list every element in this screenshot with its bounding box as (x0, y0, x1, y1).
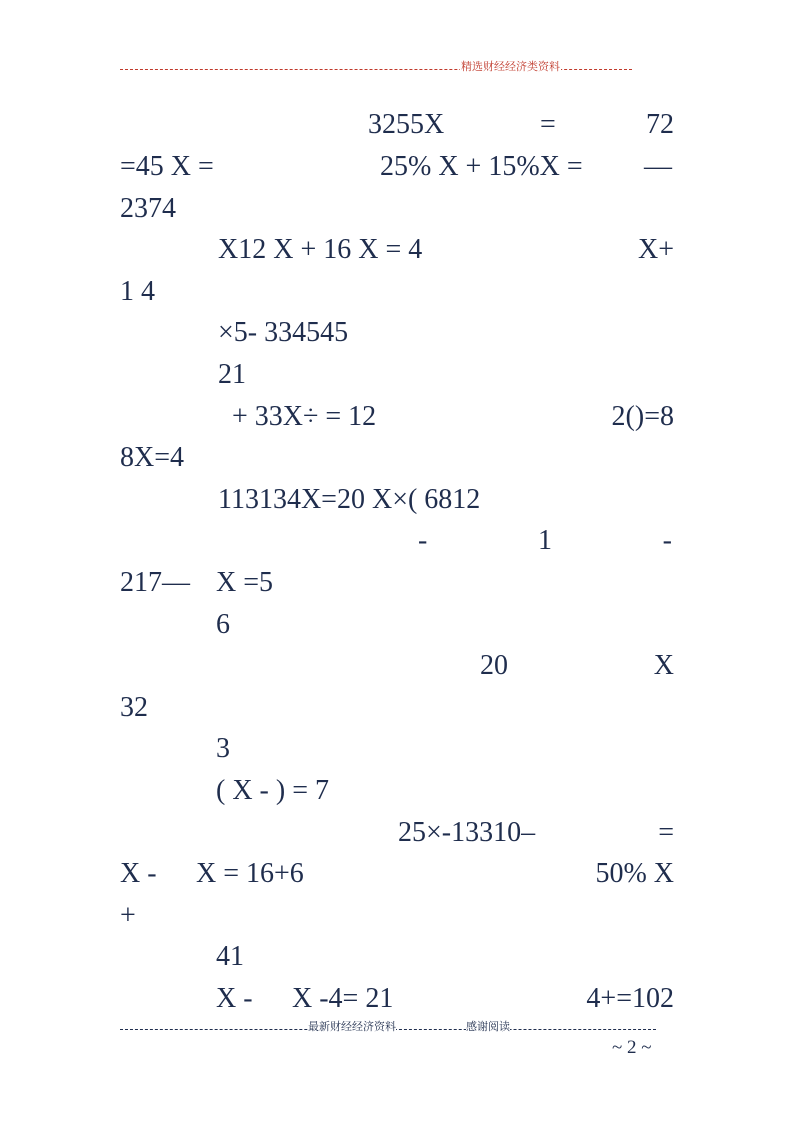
text-line: — (644, 151, 672, 182)
text-line: 4+=102 (586, 983, 674, 1014)
text-line: = (540, 109, 556, 140)
page-header (120, 60, 632, 74)
text-line: 2374 (120, 193, 176, 224)
text-line: 6 (216, 609, 230, 640)
text-line: 32 (120, 692, 148, 723)
text-line: 41 (216, 941, 244, 972)
text-line: 3255X (368, 109, 445, 140)
text-line: X - (120, 858, 157, 889)
text-line: X - (216, 983, 253, 1014)
text-line: 2()=8 (611, 401, 674, 432)
text-line: + 33X÷ = 12 (232, 401, 377, 432)
text-line: 1 (538, 525, 552, 556)
text-line: 3 (216, 733, 230, 764)
text-line: 25% X + 15%X = (380, 151, 583, 182)
text-line: 8X=4 (120, 442, 185, 473)
text-line: =45 X = (120, 151, 214, 182)
text-line: 72 (646, 109, 674, 140)
footer-left-text: 最新财经经济资料 (308, 1020, 396, 1033)
text-line: 25×-13310– (398, 817, 536, 848)
text-line: 1 4 (120, 276, 155, 307)
text-line: ×5- 334545 (218, 317, 349, 348)
text-line: X =5 (216, 567, 274, 598)
text-line: X = 16+6 (196, 858, 304, 889)
text-line: - (662, 525, 672, 556)
text-line: 20 (480, 650, 508, 681)
text-line: X12 X + 16 X = 4 (218, 234, 423, 265)
footer-right-text: 感谢阅读 (466, 1020, 510, 1033)
text-line: 113134X=20 X×( 6812 (218, 484, 481, 515)
text-line: X -4= 21 (292, 983, 394, 1014)
page-footer (120, 1020, 656, 1034)
text-line: 217— (120, 567, 190, 598)
text-line: - (418, 525, 428, 556)
text-line: + (120, 900, 136, 931)
text-line: ( X - ) = 7 (216, 775, 329, 806)
text-line: 21 (218, 359, 246, 390)
text-line: = (658, 817, 674, 848)
text-line: 50% X (595, 858, 674, 889)
header-text: 精选财经经济类资料 (461, 60, 560, 73)
text-line: X+ (637, 234, 674, 265)
page-number: ~ 2 ~ (612, 1037, 652, 1058)
text-line: X (653, 650, 674, 681)
